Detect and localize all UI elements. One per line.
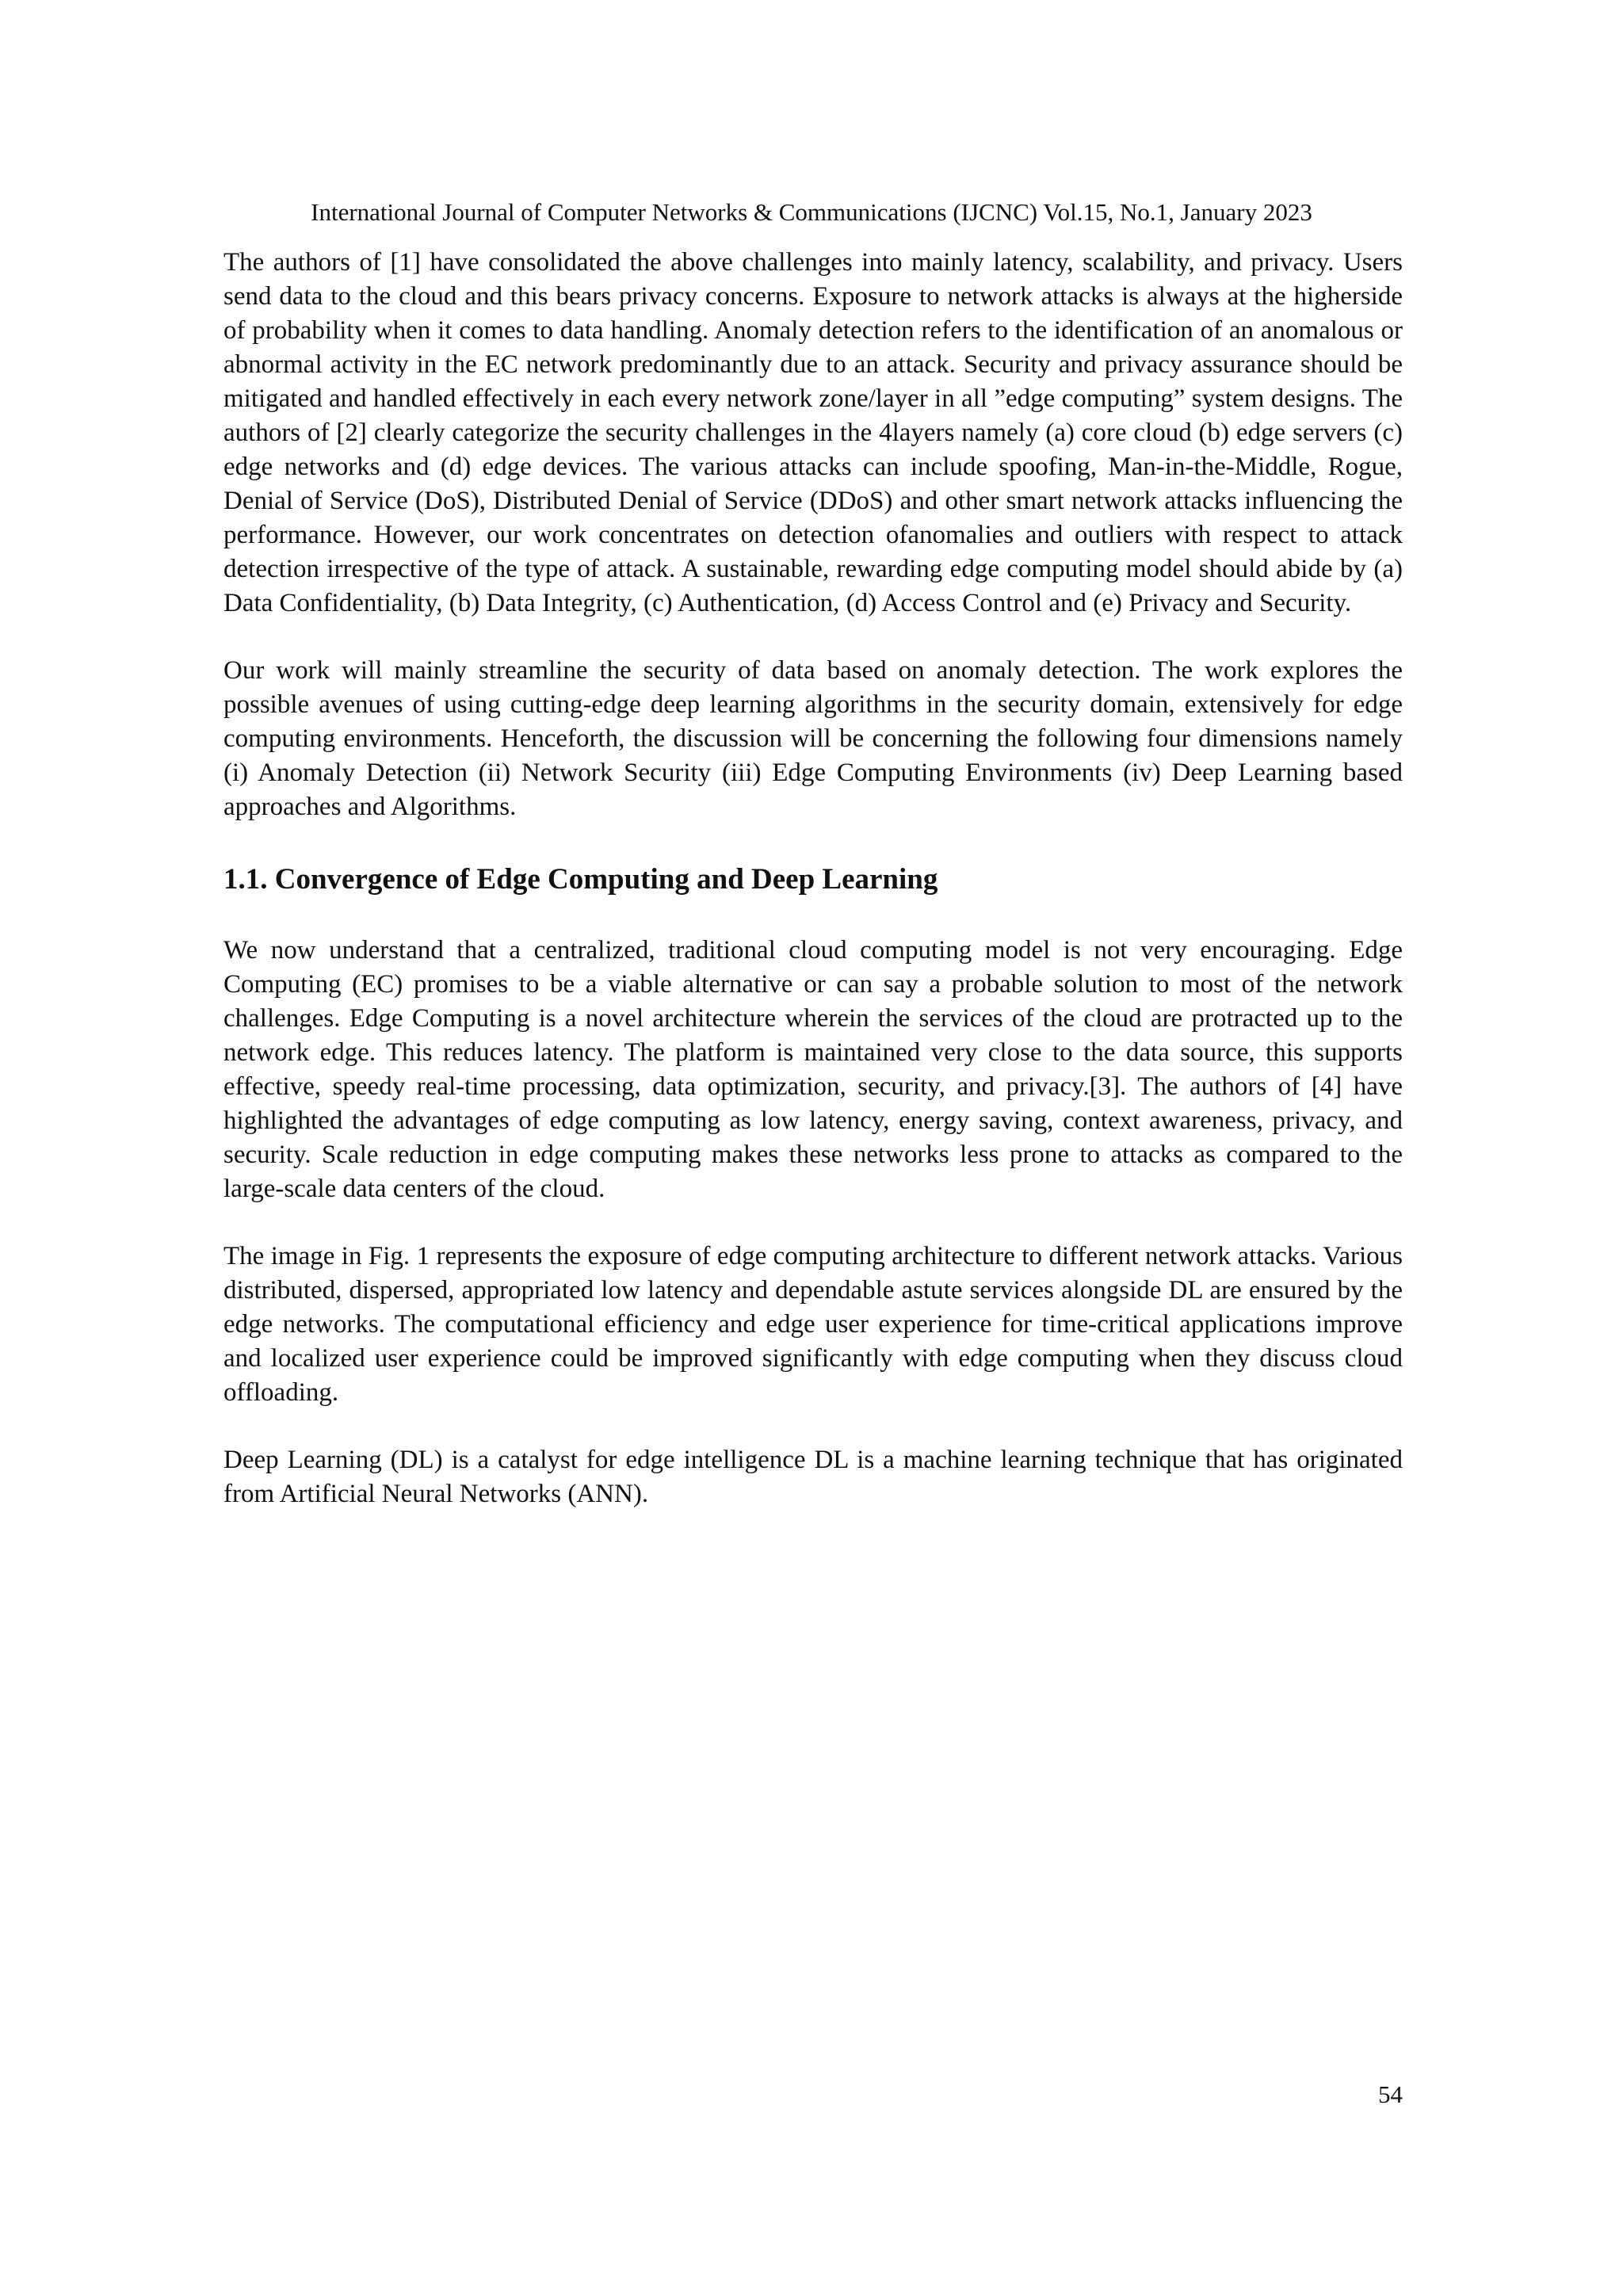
running-header: International Journal of Computer Networks & Communications (IJCNC) Vol.15, No.1, January 2023 bbox=[311, 198, 1312, 226]
paragraph-our-work: Our work will mainly streamline the security of data based on anomaly detection. The work explores the possible avenues of using cutting-edge deep learning algorithms in the security domain, extensively for edge computing environments. Henceforth, the discussion will be concerning the following four dimensions namely (i) Anomaly Detection (ii) Network Security (iii) Edge Computing Environments (iv) Deep Learning based approaches and Algorithms. bbox=[223, 656, 1403, 821]
paragraph-challenges: The authors of [1] have consolidated the above challenges into mainly latency, scalability, and privacy. Users send data to the cloud and this bears privacy concerns. Exposure to network attacks is always at the higherside of probability when it comes to data handling. Anomaly detection refers to the identification of an anomalous or abnormal activity in the EC network predominantly due to an attack. Security and privacy assurance should be mitigated and handled effectively in each every network zone/layer in all ”edge computing” system designs. The authors of [2] clearly categorize the security challenges in the 4layers namely (a) core cloud (b) edge servers (c) edge networks and (d) edge devices. The various attacks can include spoofing, Man-in-the-Middle, Rogue, Denial of Service (DoS), Distributed Denial of Service (DDoS) and other smart network attacks influencing the performance. However, our work concentrates on detection ofanomalies and outliers with respect to attack detection irrespective of the type of attack. A sustainable, rewarding edge computing model should abide by (a) Data Confidentiality, (b) Data Integrity, (c) Authentication, (d) Access Control and (e) Privacy and Security. bbox=[223, 248, 1403, 617]
paragraph-fig-1: The image in Fig. 1 represents the exposure of edge computing architecture to different network attacks. Various distributed, dispersed, appropriated low latency and dependable astute services alongside DL are ensured by the edge networks. The computational efficiency and edge user experience for time-critical applications improve and localized user experience could be improved significantly with edge computing when they discuss cloud offloading. bbox=[223, 1242, 1403, 1407]
paragraph-deep-learning: Deep Learning (DL) is a catalyst for edge intelligence DL is a machine learning technique that has originated from Artificial Neural Networks (ANN). bbox=[223, 1446, 1403, 1508]
page-number: 54 bbox=[1378, 2080, 1403, 2108]
section-heading: 1.1. Convergence of Edge Computing and Deep Learning bbox=[223, 863, 938, 896]
paragraph-edge-computing: We now understand that a centralized, traditional cloud computing model is not very encouraging. Edge Computing (EC) promises to be a viable alternative or can say a probable solution to most of the network challenges. Edge Computing is a novel architecture wherein the services of the cloud are protracted up to the network edge. This reduces latency. The platform is maintained very close to the data source, this supports effective, speedy real-time processing, data optimization, security, and privacy.[3]. The authors of [4] have highlighted the advantages of edge computing as low latency, energy saving, context awareness, privacy, and security. Scale reduction in edge computing makes these networks less prone to attacks as compared to the large-scale data centers of the cloud. bbox=[223, 936, 1403, 1203]
body-text bbox=[223, 246, 1403, 1511]
